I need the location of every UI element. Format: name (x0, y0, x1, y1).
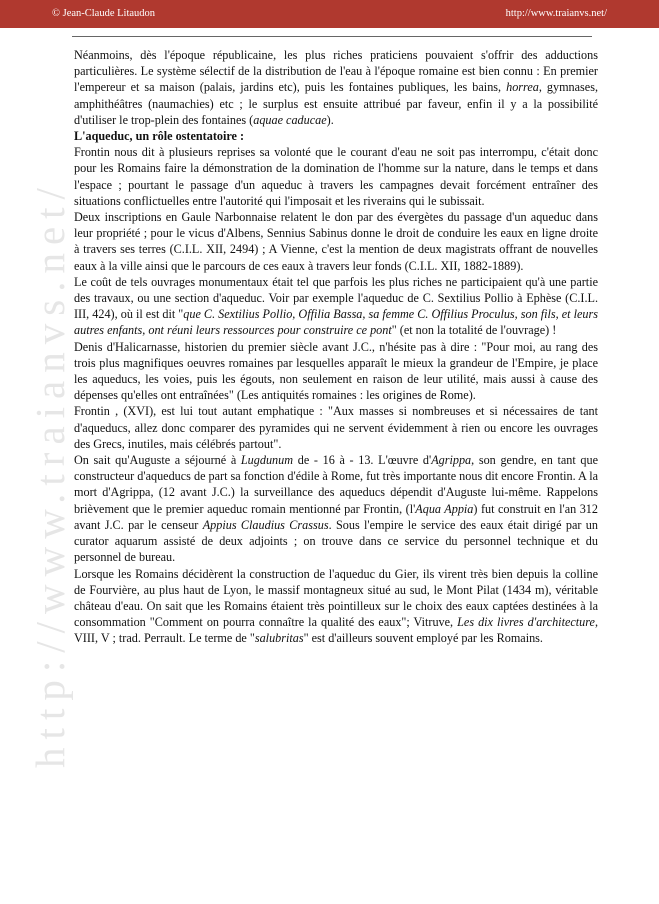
italic-term: Appius Claudius Crassus (202, 517, 329, 532)
italic-term: Aqua Appia (415, 501, 474, 516)
text-run: " est d'ailleurs souvent employé par les Romains. (303, 631, 543, 646)
site-url[interactable]: http://www.traianvs.net/ (505, 8, 607, 19)
header-divider (72, 36, 592, 37)
paragraph-cost (74, 274, 598, 339)
text-run: , son gendre, en tant que constructeur d'aqueducs de part sa fonction d'édile à Rome, fut très importante nous dit encore Frontin. A la mort d'Agrippa, (12 avant J.C.) la surveillance des aqueducs dépendit d'Auguste lui-même. Rappelons brièvement que le premier aqueduc romain mentionné par Frontin, (l' (74, 453, 599, 516)
text-run: . Sous l'empire le service des eaux était dirigé par un curator aquarum assisté de deux adjoints ; on trouve dans ce service du personnel technique et du personnel de bureau. (74, 517, 598, 565)
text-run: , VIII, V ; trad. Perrault. Le terme de " (74, 615, 598, 646)
paragraph-auguste (74, 452, 598, 565)
paragraph-frontin: Frontin nous dit à plusieurs reprises sa volonté que le courant d'eau ne soit pas interrompu, c'était donc pour les Romains faire la démonstration de la domination de l'homme sur la nature, dans le temps et dans l'espace ; pourtant le passage d'un aqueduc à travers les campagnes devait forcément entraîner des situations conflictuelles entre l'autorité qui l'imposait et les riverains qui le subissait. (74, 145, 598, 208)
italic-term: salubritas (254, 631, 304, 646)
paragraph-inscriptions: Deux inscriptions en Gaule Narbonnaise relatent le don par des évergètes du passage d'un aqueduc dans leur propriété ; pour le vicus d'Albens, Sennius Sabinus donne le droit de conduire les eaux en ligne droite à travers ses terres (C.I.L. XII, 2494) ; A Vienne, c'est la mention de deux magistrats offrant de nouvelles eaux à la ville ainsi que le parcours de ces eaux à travers leur fonds (C.I.L. XII, 1882-1889). (74, 210, 598, 273)
url-watermark: http://www.traianvs.net/ (27, 180, 73, 768)
paragraph-denis: Denis d'Halicarnasse, historien du premier siècle avant J.C., n'hésite pas à dire : "Pour moi, au rang des trois plus magnifiques oeuvres romaines par lesquelles apparaît le mieux la grandeur de l'Empire, je place les aqueducs, les voies, puis les égouts, non seulement en raison de leur utilité, mais aussi à cause des dépenses qu'elles ont entraînées" (Les antiquités romaines : les origines de Rome). (74, 339, 598, 403)
italic-term: horrea (506, 80, 539, 95)
italic-term: Agrippa (431, 453, 472, 468)
copyright-text: © Jean-Claude Litaudon (52, 8, 156, 19)
section-heading: L'aqueduc, un rôle ostentatoire : (74, 129, 245, 144)
text-run: ). (326, 112, 334, 127)
italic-term: aquae caducae (253, 112, 327, 127)
text-run: On sait qu'Auguste a séjourné à (74, 453, 241, 468)
text-run: Néanmoins, dès l'époque républicaine, les plus riches praticiens pouvaient s'offrir des adductions particulières. Le système sélectif de la distribution de l'eau à l'époque romaine est bien connu : En premier l'empereur et sa maison (palais, jardins etc), puis les fontaines publiques, les bains, (74, 48, 598, 95)
text-run: de - 16 à - 13. L'œuvre d' (293, 453, 432, 468)
text-run: " (et non la totalité de l'ouvrage) ! (391, 323, 557, 338)
page-header (0, 0, 659, 28)
text-run: , gymnases, amphithéâtres (naumachies) etc ; le surplus est ensuite attribué par faveur, enfin il y a la possibilité d'utiliser le trop-plein des fontaines ( (74, 80, 598, 127)
italic-quote: que C. Sextilius Pollio, Offilia Bassa, sa femme C. Offilius Proculus, son fils, et leurs autres enfants, ont réuni leurs ressources pour construire ce pont (74, 307, 598, 338)
paragraph-gier (74, 566, 598, 647)
article-body (74, 47, 598, 647)
italic-term: Lugdunum (240, 453, 294, 468)
text-run: Le coût de tels ouvrages monumentaux était tel que parfois les plus riches ne participaient qu'à une partie des travaux, ou une section d'aqueduc. Voir par exemple l'aqueduc de C. Sextilius Pollio à Ephèse (C.I.L. III, 424), où il est dit " (74, 274, 598, 322)
paragraph-frontin-xvi: Frontin , (XVI), est lui tout autant emphatique : "Aux masses si nombreuses et si nécessaires de tant d'aqueducs, allez donc comparer des pyramides qui ne servent évidemment à rien ou encore les ouvrages des Grecs, inutiles, mais célébrés partout". (74, 404, 598, 451)
text-run: ) fut construit en l'an 312 avant J.C. par le censeur (74, 501, 598, 532)
paragraph-adductions (74, 47, 598, 128)
text-run: Lorsque les Romains décidèrent la construction de l'aqueduc du Gier, ils virent très bien depuis la colline de Fourvière, au plus haut de Lyon, le massif montagneux situé au sud, le Mont Pilat (1434 m), véritable château d'eau. On sait que les Romains étaient très pointilleux sur le choix des eaux captées destinées à la consommation "Comment on pourra connaître la qualité des eaux"; Vitruve, (74, 566, 598, 630)
italic-title: Les dix livres d'architecture (457, 615, 595, 630)
